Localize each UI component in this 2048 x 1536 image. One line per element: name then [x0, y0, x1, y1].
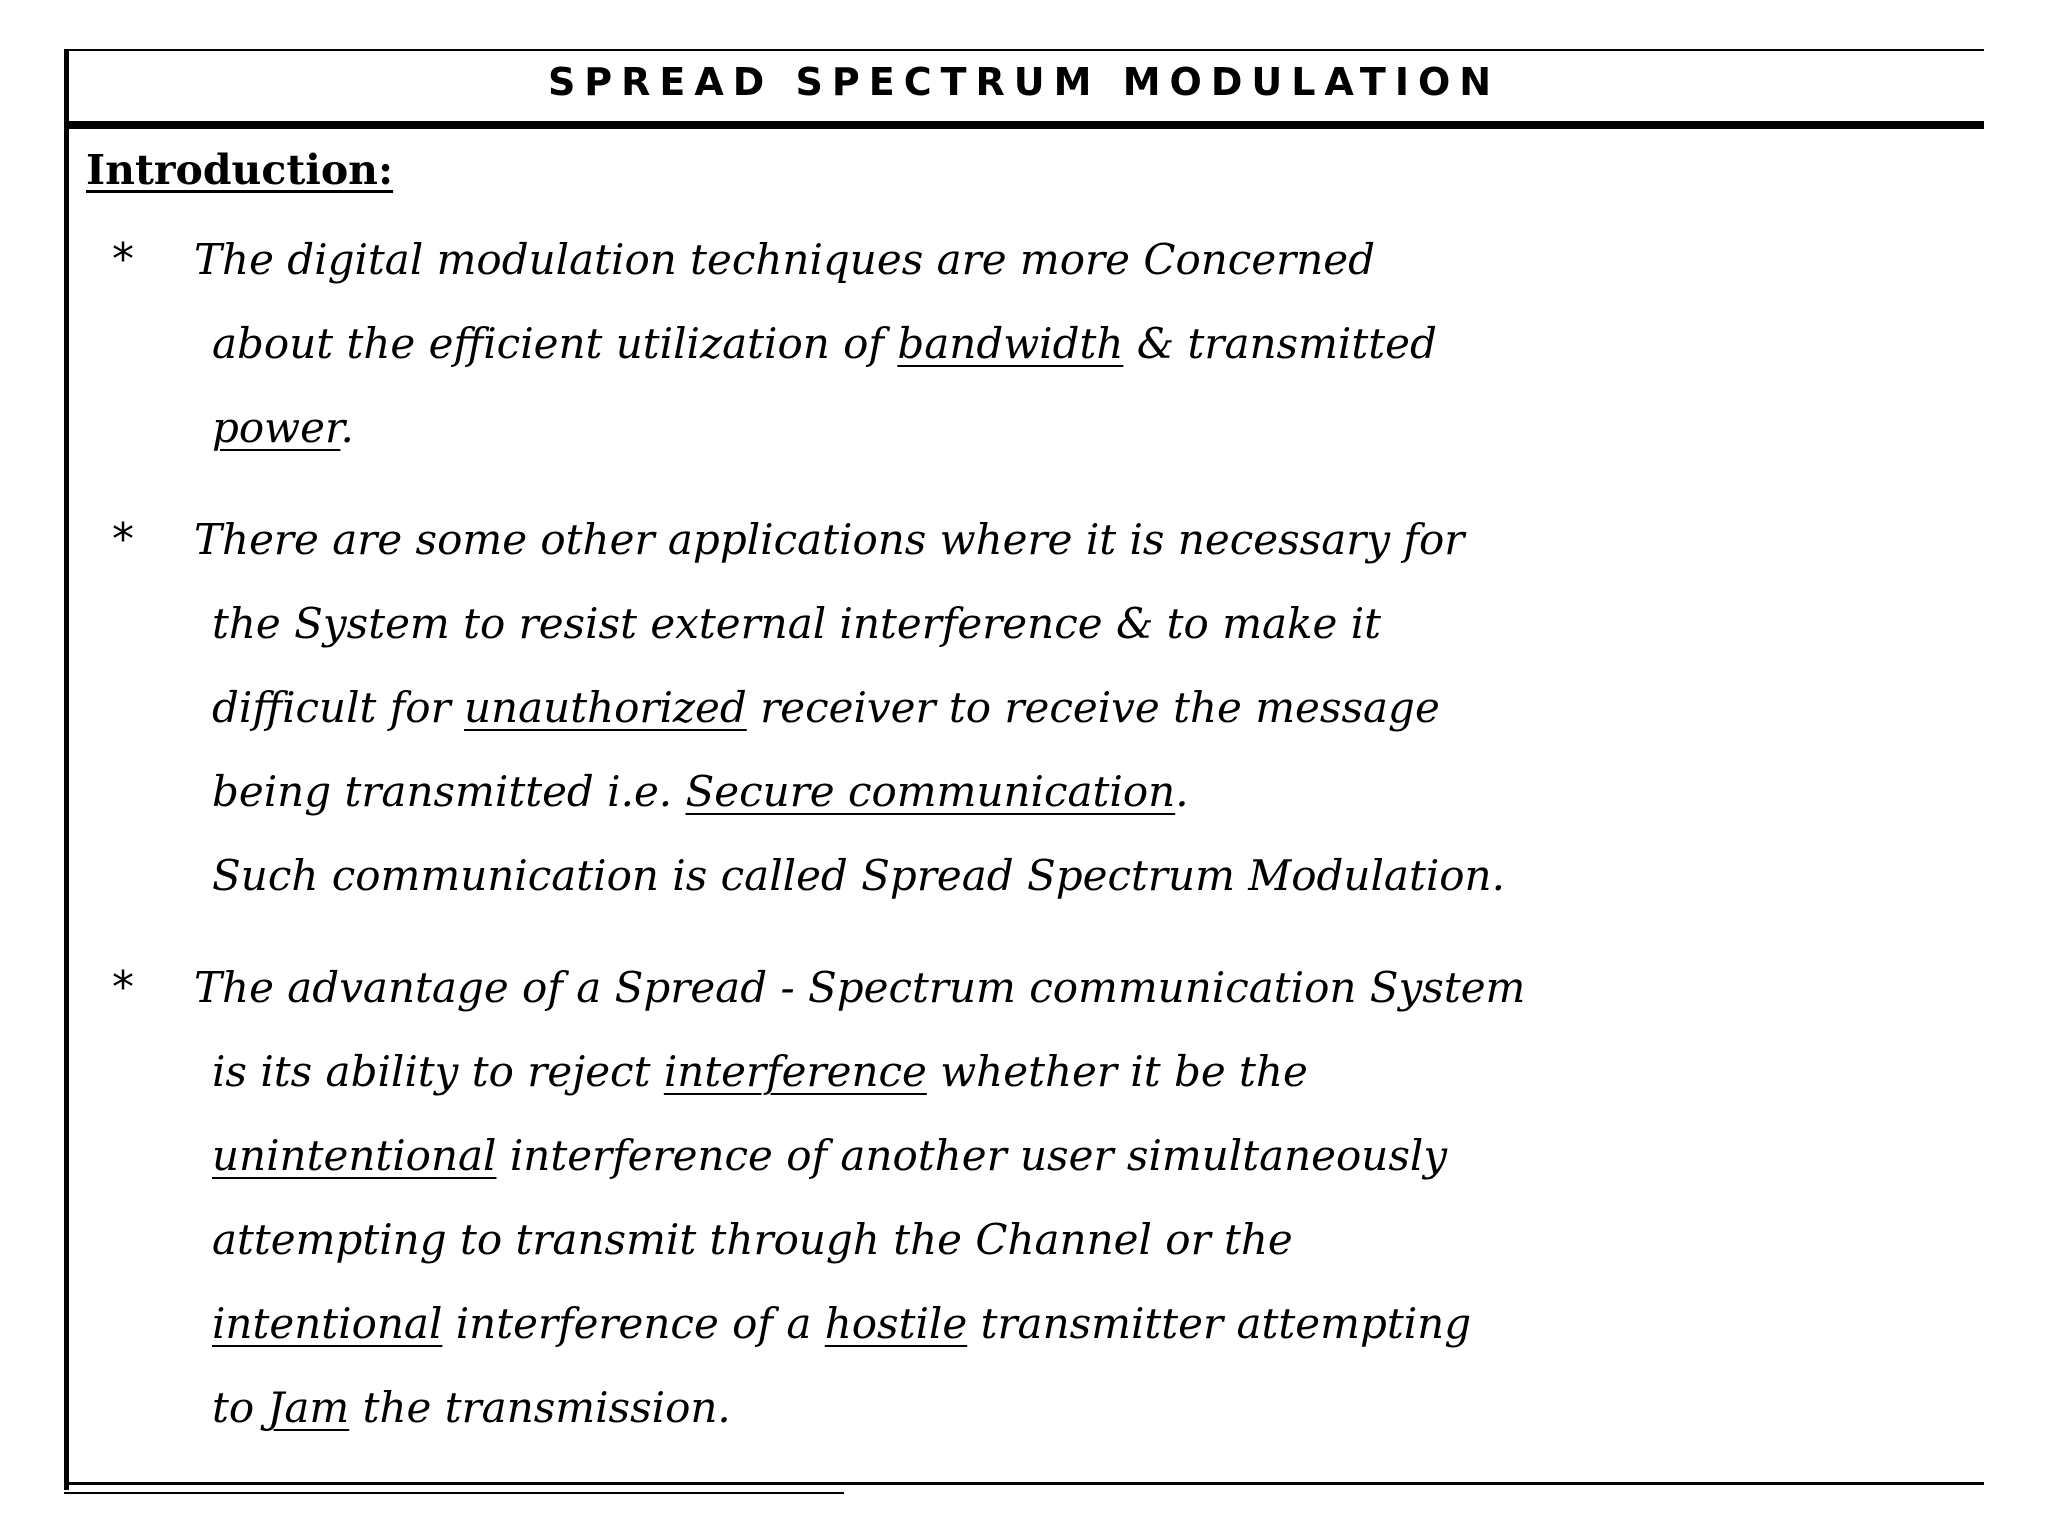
underlined-term: intentional — [212, 1299, 443, 1348]
note-text: . — [340, 403, 354, 452]
note-text: receiver to receive the message — [746, 683, 1440, 732]
note-line — [112, 666, 1992, 750]
note-text: . — [1175, 767, 1189, 816]
paragraph-gap — [112, 918, 1992, 946]
underlined-term: unintentional — [212, 1131, 497, 1180]
underlined-term: power — [212, 403, 341, 452]
handwritten-notes — [112, 218, 1992, 1450]
note-text: difficult for — [212, 683, 464, 732]
header-rule — [64, 121, 1984, 129]
note-text: The advantage of a Spread - Spectrum communication System — [194, 963, 1526, 1012]
note-line — [112, 582, 1992, 666]
bullet-asterisk: * — [112, 514, 134, 565]
section-heading: Introduction: — [86, 146, 394, 194]
note-text: interference of another user simultaneously — [496, 1131, 1448, 1180]
note-line — [112, 1282, 1992, 1366]
note-text: being transmitted i.e. — [212, 767, 686, 816]
note-text: the transmission. — [349, 1383, 731, 1432]
note-text: The digital modulation techniques are more Concerned — [194, 235, 1376, 284]
underlined-term: interference — [663, 1047, 927, 1096]
note-line — [112, 218, 1992, 302]
note-text: whether it be the — [926, 1047, 1308, 1096]
note-text: Such communication is called Spread Spectrum Modulation. — [212, 851, 1505, 900]
note-line — [112, 1366, 1992, 1450]
underlined-term: hostile — [824, 1299, 968, 1348]
note-line — [112, 386, 1992, 470]
note-line — [112, 750, 1992, 834]
note-text: transmitter attempting — [967, 1299, 1472, 1348]
note-text: about the efficient utilization of — [212, 319, 898, 368]
paragraph-gap — [112, 470, 1992, 498]
note-line — [112, 1114, 1992, 1198]
underlined-term: bandwidth — [897, 319, 1124, 368]
note-line — [112, 1198, 1992, 1282]
frame-left-border — [64, 50, 69, 1490]
note-text: interference of a — [442, 1299, 825, 1348]
note-line — [112, 1030, 1992, 1114]
note-text: the System to resist external interference & to make it — [212, 599, 1382, 648]
frame-top-border — [64, 49, 1984, 51]
note-text: & transmitted — [1123, 319, 1437, 368]
page-title: SPREAD SPECTRUM MODULATION — [547, 60, 1501, 104]
note-text: to — [212, 1383, 268, 1432]
underlined-term: unauthorized — [464, 683, 747, 732]
note-text: attempting to transmit through the Channel or the — [212, 1215, 1293, 1264]
note-text: is its ability to reject — [212, 1047, 664, 1096]
footer-rule-short — [64, 1492, 844, 1494]
note-line — [112, 834, 1992, 918]
note-text: There are some other applications where it is necessary for — [194, 515, 1465, 564]
note-line — [112, 946, 1992, 1030]
bullet-asterisk: * — [112, 234, 134, 285]
underlined-term: Secure communication — [685, 767, 1176, 816]
footer-rule — [64, 1482, 1984, 1485]
bullet-asterisk: * — [112, 962, 134, 1013]
underlined-term: Jam — [267, 1383, 350, 1432]
note-line — [112, 498, 1992, 582]
note-line — [112, 302, 1992, 386]
